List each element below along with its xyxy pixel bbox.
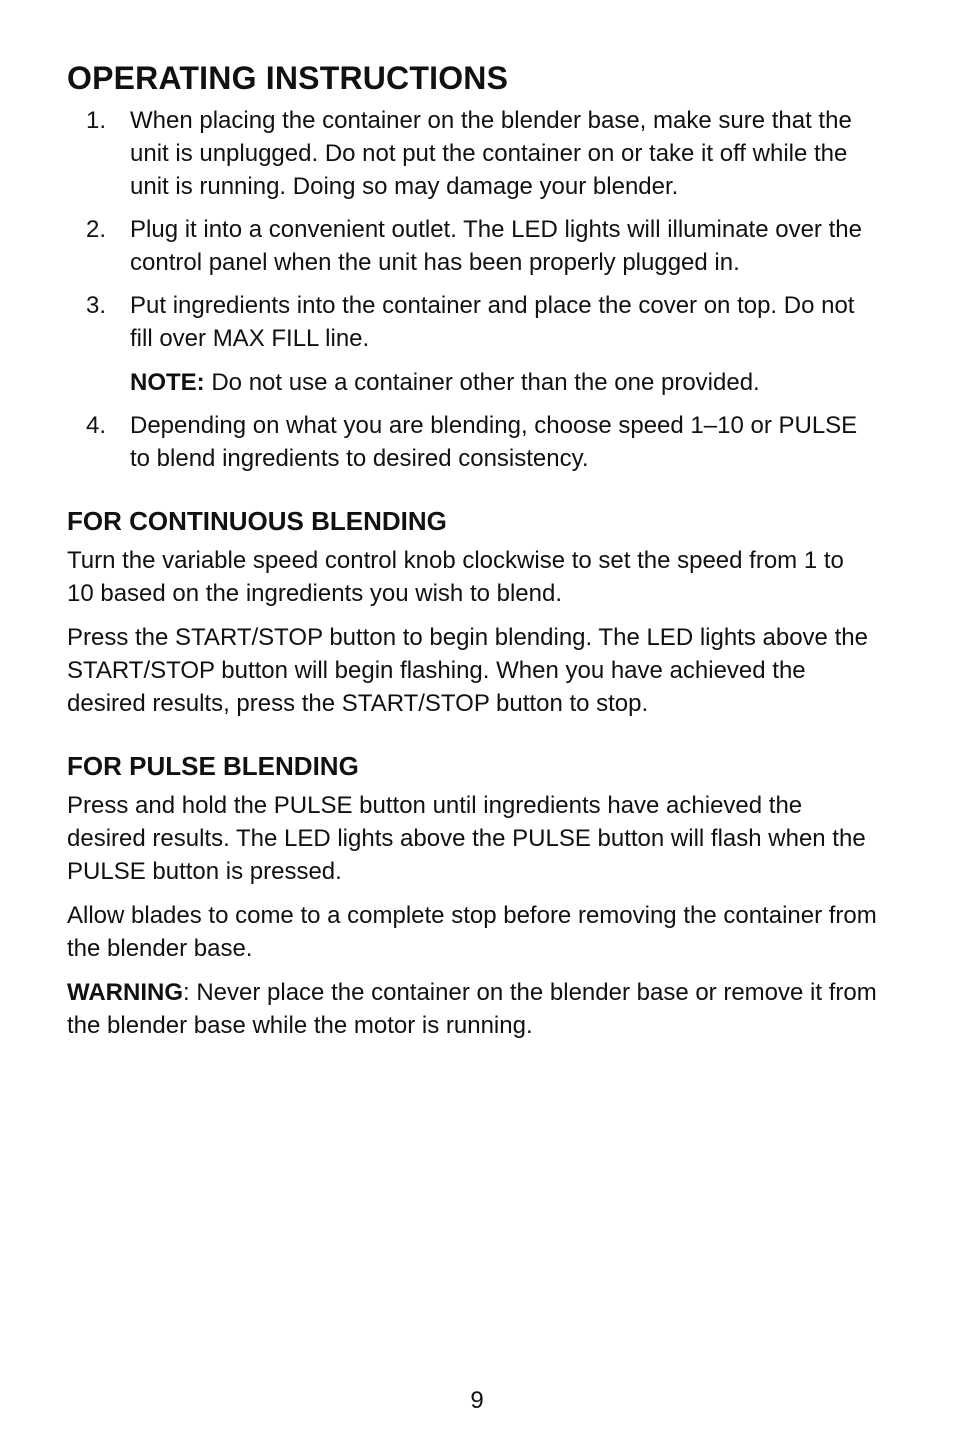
list-item: [67, 409, 877, 475]
warning-text: : Never place the container on the blender base or remove it from the blender base while the motor is running.: [67, 979, 877, 1039]
paragraph: Press and hold the PULSE button until ingredients have achieved the desired results. The LED lights above the PULSE button will flash when the PULSE button is pressed.: [67, 792, 866, 885]
step-note: [130, 366, 877, 399]
note-label: NOTE:: [130, 369, 205, 396]
pulse-blending-section: [67, 750, 877, 1042]
list-item: [67, 213, 877, 279]
warning-label: WARNING: [67, 979, 183, 1006]
step-text: When placing the container on the blender base, make sure that the unit is unplugged. Do not put the container on or take it off while the unit is running. Doing so may damage your blender.: [130, 107, 852, 200]
paragraph: Allow blades to come to a complete stop before removing the container from the blender base.: [67, 902, 877, 962]
section-heading: FOR PULSE BLENDING: [67, 751, 359, 781]
list-item: [67, 104, 877, 203]
step-text: Plug it into a convenient outlet. The LED lights will illuminate over the control panel when the unit has been properly plugged in.: [130, 216, 862, 276]
paragraph: Press the START/STOP button to begin blending. The LED lights above the START/STOP button will begin flashing. When you have achieved the desired results, press the START/STOP button to stop.: [67, 624, 868, 717]
page-title: OPERATING INSTRUCTIONS: [67, 60, 509, 96]
step-number: 4.: [86, 412, 107, 439]
step-number: 2.: [86, 216, 107, 243]
step-number: 3.: [86, 292, 107, 319]
step-number: 1.: [86, 107, 107, 134]
step-text: Depending on what you are blending, choose speed 1–10 or PULSE to blend ingredients to desired consistency.: [130, 412, 858, 472]
list-item: [67, 289, 877, 399]
section-heading: FOR CONTINUOUS BLENDING: [67, 506, 447, 536]
continuous-blending-section: [67, 505, 877, 720]
step-text: Put ingredients into the container and place the cover on top. Do not fill over MAX FILL line.: [130, 292, 855, 352]
page-number: 9: [470, 1387, 484, 1414]
page-content: [67, 58, 877, 1042]
paragraph: Turn the variable speed control knob clockwise to set the speed from 1 to 10 based on the ingredients you wish to blend.: [67, 547, 844, 607]
warning-paragraph: [67, 976, 877, 1042]
instruction-steps: [67, 104, 877, 475]
note-text: Do not use a container other than the one provided.: [204, 369, 760, 396]
